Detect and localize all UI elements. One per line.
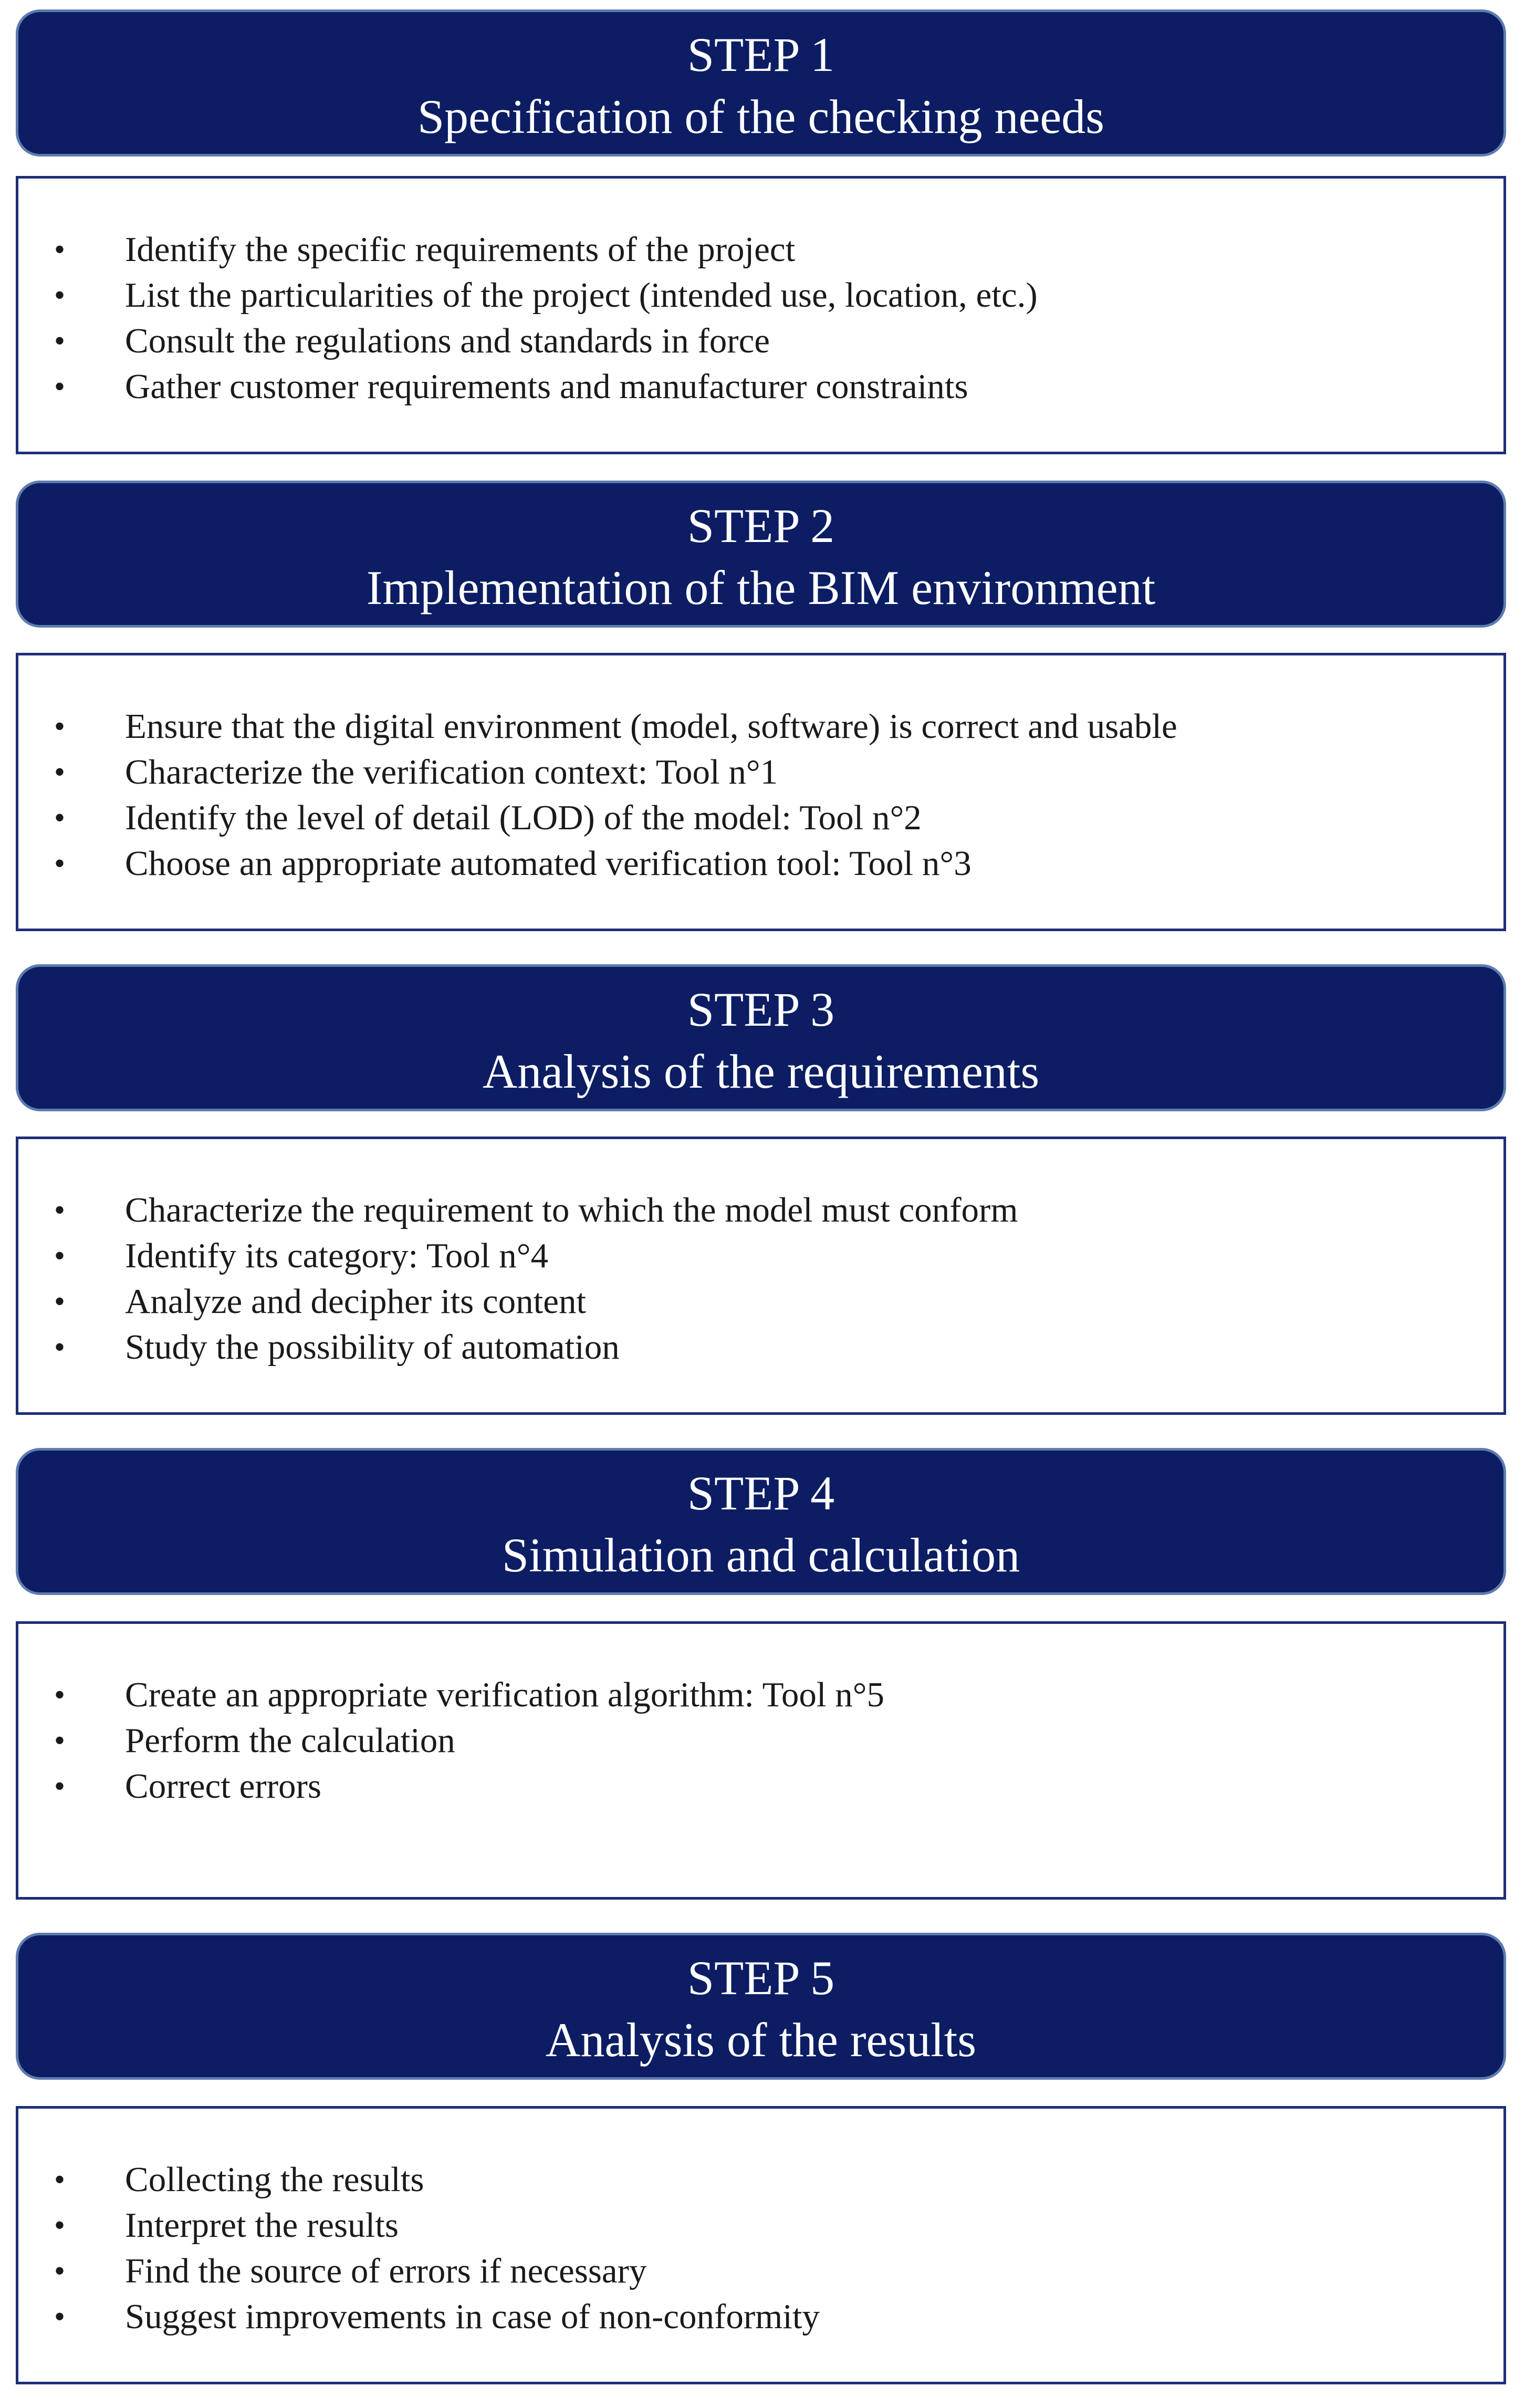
list-item <box>18 1718 1503 1764</box>
list-item <box>18 227 1503 273</box>
step-3-body <box>16 1137 1506 1415</box>
list-item-text: Correct errors <box>125 1767 321 1806</box>
step-2-bullet-list <box>18 704 1503 887</box>
list-item <box>18 2157 1503 2203</box>
list-item <box>18 795 1503 841</box>
list-item-text: Ensure that the digital environment (model, software) is correct and usable <box>125 707 1177 746</box>
list-item-text: Analyze and decipher its content <box>125 1282 587 1321</box>
step-4-bullet-list <box>18 1672 1503 1809</box>
bullet-icon: • <box>54 846 66 881</box>
list-item-text: Identify the specific requirements of the project <box>125 230 796 269</box>
bullet-icon: • <box>54 369 66 404</box>
list-item <box>18 1325 1503 1370</box>
bullet-icon: • <box>54 1284 66 1319</box>
list-item <box>18 841 1503 887</box>
list-item-text: Collecting the results <box>125 2160 424 2199</box>
list-item-text: Suggest improvements in case of non-conformity <box>125 2297 820 2336</box>
bullet-icon: • <box>54 1193 66 1227</box>
step-3-bullet-list <box>18 1187 1503 1370</box>
step-5-header <box>16 1933 1506 2080</box>
bullet-icon: • <box>54 2162 66 2197</box>
bullet-icon: • <box>54 1723 66 1758</box>
bullet-icon: • <box>54 2208 66 2243</box>
list-item-text: Characterize the requirement to which the model must conform <box>125 1191 1018 1229</box>
list-item <box>18 704 1503 749</box>
bullet-icon: • <box>54 800 66 835</box>
bullet-icon: • <box>54 755 66 789</box>
list-item <box>18 1672 1503 1718</box>
list-item <box>18 2248 1503 2294</box>
list-item-text: Find the source of errors if necessary <box>125 2251 647 2290</box>
list-item-text: List the particularities of the project (intended use, location, etc.) <box>125 276 1038 315</box>
list-item <box>18 318 1503 364</box>
step-5-body <box>16 2106 1506 2384</box>
list-item <box>18 1764 1503 1809</box>
step-1-title: Specification of the checking needs <box>417 90 1104 143</box>
bullet-icon: • <box>54 1238 66 1273</box>
list-item <box>18 1279 1503 1325</box>
bullet-icon: • <box>54 324 66 358</box>
list-item <box>18 364 1503 410</box>
bullet-icon: • <box>54 1330 66 1364</box>
step-4-label: STEP 4 <box>687 1466 835 1520</box>
list-item-text: Identify its category: Tool n°4 <box>125 1236 549 1275</box>
bullet-icon: • <box>54 709 66 744</box>
list-item <box>18 1187 1503 1233</box>
list-item <box>18 273 1503 318</box>
list-item-text: Consult the regulations and standards in force <box>125 321 770 360</box>
bullet-icon: • <box>54 278 66 312</box>
step-5-label: STEP 5 <box>687 1951 835 2005</box>
step-2-label: STEP 2 <box>687 499 835 553</box>
bullet-icon: • <box>54 2299 66 2334</box>
step-3-label: STEP 3 <box>687 983 835 1036</box>
step-2-header <box>16 481 1506 628</box>
list-item <box>18 1233 1503 1279</box>
bullet-icon: • <box>54 1769 66 1804</box>
step-1-header <box>16 9 1506 157</box>
step-1-body <box>16 176 1506 454</box>
step-3-title: Analysis of the requirements <box>482 1045 1040 1098</box>
list-item-text: Gather customer requirements and manufacturer constraints <box>125 367 968 406</box>
list-item-text: Create an appropriate verification algorithm: Tool n°5 <box>125 1675 884 1714</box>
bullet-icon: • <box>54 2254 66 2288</box>
step-2-body <box>16 653 1506 931</box>
step-5-title: Analysis of the results <box>545 2013 977 2067</box>
bullet-icon: • <box>54 232 66 267</box>
step-3-header <box>16 964 1506 1111</box>
list-item <box>18 2294 1503 2340</box>
list-item-text: Study the possibility of automation <box>125 1328 620 1367</box>
step-4-title: Simulation and calculation <box>502 1528 1020 1582</box>
list-item-text: Identify the level of detail (LOD) of the model: Tool n°2 <box>125 798 922 837</box>
list-item-text: Choose an appropriate automated verification tool: Tool n°3 <box>125 844 972 883</box>
list-item <box>18 2203 1503 2248</box>
step-2-title: Implementation of the BIM environment <box>366 561 1156 614</box>
list-item <box>18 749 1503 795</box>
list-item-text: Characterize the verification context: Tool n°1 <box>125 753 778 791</box>
step-1-bullet-list <box>18 227 1503 410</box>
step-4-header <box>16 1448 1506 1595</box>
step-1-label: STEP 1 <box>687 28 835 81</box>
list-item-text: Perform the calculation <box>125 1721 455 1760</box>
list-item-text: Interpret the results <box>125 2206 399 2245</box>
step-5-bullet-list <box>18 2157 1503 2340</box>
bullet-icon: • <box>54 1677 66 1712</box>
step-4-body <box>16 1621 1506 1900</box>
